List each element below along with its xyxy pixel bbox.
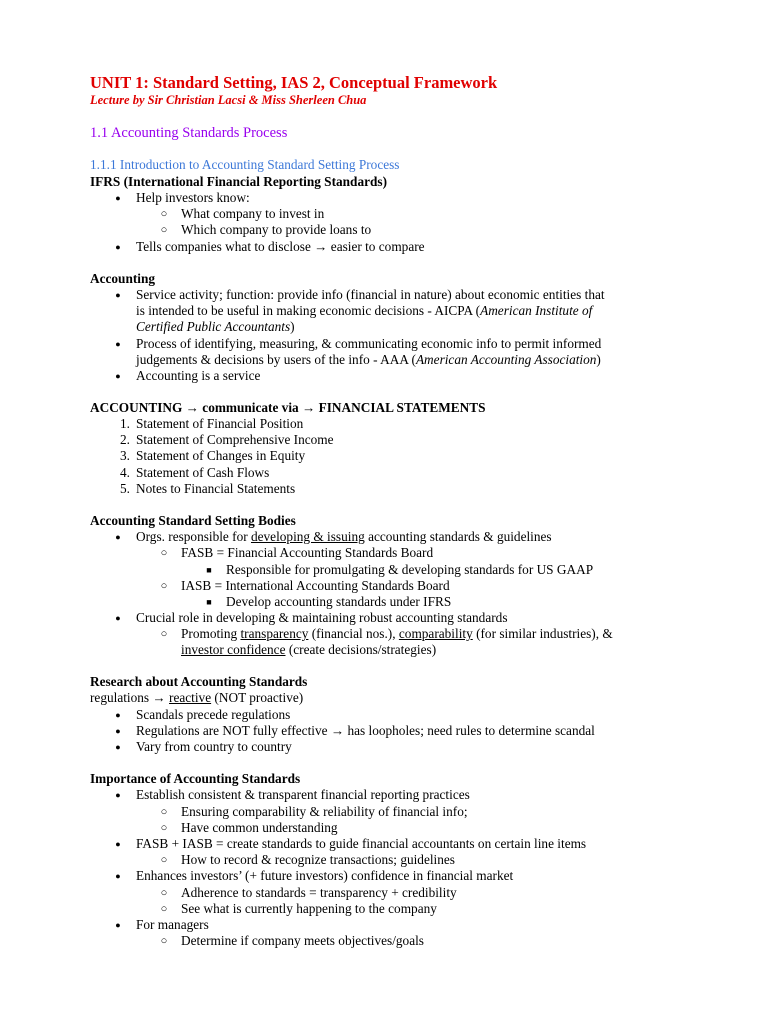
item-number: 2. <box>120 432 130 447</box>
list-item-text: Statement of Financial Position <box>136 416 304 431</box>
list-item-text: Statement of Comprehensive Income <box>136 432 334 447</box>
bullet-icon: ● <box>115 790 121 800</box>
item-number: 5. <box>120 481 130 496</box>
text-span: (create decisions/strategies) <box>285 642 437 657</box>
list-item-text <box>181 626 613 642</box>
bullet-icon: ● <box>115 613 121 623</box>
text-span: Promoting <box>181 626 241 641</box>
list-item-text: Regulations are NOT fully effective → has loopholes; need rules to determine scandal <box>136 723 595 738</box>
list-item-text: Adherence to standards = transparency + credibility <box>181 885 457 900</box>
square-bullet-icon: ■ <box>206 597 212 607</box>
list-item-text: Process of identifying, measuring, & communicating economic info to permit informed <box>136 336 602 351</box>
list-item-continuation <box>181 642 436 658</box>
list-item-text: Responsible for promulgating & developing standards for US GAAP <box>226 562 594 577</box>
fs-heading: ACCOUNTING → communicate via → FINANCIAL STATEMENTS <box>90 400 486 415</box>
list-item-text: Notes to Financial Statements <box>136 481 296 496</box>
bullet-icon: ● <box>115 371 121 381</box>
text-span: (for similar industries), & <box>472 626 613 641</box>
list-item-text: Scandals precede regulations <box>136 707 291 722</box>
circle-bullet-icon: ○ <box>160 547 168 559</box>
circle-bullet-icon: ○ <box>160 887 168 899</box>
text-span: (NOT proactive) <box>211 690 304 705</box>
underlined-span: reactive <box>169 690 212 705</box>
list-item-text: Tells companies what to disclose → easier to compare <box>136 239 425 254</box>
bullet-icon: ● <box>115 339 121 349</box>
list-item-text: See what is currently happening to the company <box>181 901 437 916</box>
list-item-text: FASB = Financial Accounting Standards Board <box>181 545 434 560</box>
importance-heading: Importance of Accounting Standards <box>90 771 301 786</box>
bullet-icon: ● <box>115 742 121 752</box>
section-heading: 1.1 Accounting Standards Process <box>90 125 288 141</box>
list-item-continuation <box>136 352 601 368</box>
doc-title: UNIT 1: Standard Setting, IAS 2, Conceptual Framework <box>90 73 498 92</box>
square-bullet-icon: ■ <box>206 565 212 575</box>
item-number: 4. <box>120 465 130 480</box>
list-item-text: For managers <box>136 917 209 932</box>
circle-bullet-icon: ○ <box>160 224 168 236</box>
doc-subtitle: Lecture by Sir Christian Lacsi & Miss Sherleen Chua <box>90 93 367 107</box>
list-item-continuation <box>136 319 295 335</box>
item-number: 1. <box>120 416 130 431</box>
list-item-text: FASB + IASB = create standards to guide financial accountants on certain line items <box>136 836 587 851</box>
underlined-span: transparency <box>240 626 309 641</box>
subsection-heading: 1.1.1 Introduction to Accounting Standard Setting Process <box>90 157 400 172</box>
bullet-icon: ● <box>115 871 121 881</box>
list-item-text: Vary from country to country <box>136 739 292 754</box>
text-span: (financial nos.), <box>308 626 399 641</box>
list-item-text: IASB = International Accounting Standards Board <box>181 578 450 593</box>
circle-bullet-icon: ○ <box>160 903 168 915</box>
bullet-icon: ● <box>115 193 121 203</box>
bodies-heading: Accounting Standard Setting Bodies <box>90 513 296 528</box>
list-item-text: Statement of Changes in Equity <box>136 448 306 463</box>
text-span: accounting standards & guidelines <box>364 529 552 544</box>
list-item-text: Ensuring comparability & reliability of financial info; <box>181 804 468 819</box>
bullet-icon: ● <box>115 920 121 930</box>
text-span: regulations → <box>90 690 170 705</box>
bullet-icon: ● <box>115 726 121 736</box>
list-item-text: Accounting is a service <box>136 368 261 383</box>
italic-span: Certified Public Accountants <box>136 319 291 334</box>
list-item-text: Establish consistent & transparent financial reporting practices <box>136 787 470 802</box>
list-item-text: Help investors know: <box>136 190 250 205</box>
circle-bullet-icon: ○ <box>160 854 168 866</box>
underlined-span: investor confidence <box>181 642 286 657</box>
circle-bullet-icon: ○ <box>160 208 168 220</box>
bullet-icon: ● <box>115 710 121 720</box>
circle-bullet-icon: ○ <box>160 822 168 834</box>
list-item-text: Which company to provide loans to <box>181 222 372 237</box>
item-number: 3. <box>120 448 130 463</box>
text-span: is intended to be useful in making economic decisions - AICPA ( <box>136 303 481 318</box>
list-item-text: Develop accounting standards under IFRS <box>226 594 452 609</box>
bullet-icon: ● <box>115 242 121 252</box>
text-span: ) <box>596 352 601 367</box>
bullet-icon: ● <box>115 532 121 542</box>
circle-bullet-icon: ○ <box>160 806 168 818</box>
text-span: judgements & decisions by users of the info - AAA ( <box>136 352 416 367</box>
accounting-heading: Accounting <box>90 271 156 286</box>
research-intro <box>90 690 303 706</box>
list-item-text: Have common understanding <box>181 820 338 835</box>
underlined-span: developing & issuing <box>250 529 365 544</box>
list-item-continuation <box>136 303 592 319</box>
bullet-icon: ● <box>115 839 121 849</box>
list-item-text: Determine if company meets objectives/goals <box>181 933 424 948</box>
ifrs-heading: IFRS (International Financial Reporting Standards) <box>90 174 387 189</box>
list-item-text: What company to invest in <box>181 206 325 221</box>
text-span: Orgs. responsible for <box>136 529 251 544</box>
list-item-text: How to record & recognize transactions; guidelines <box>181 852 455 867</box>
list-item-text: Crucial role in developing & maintaining robust accounting standards <box>136 610 508 625</box>
circle-bullet-icon: ○ <box>160 935 168 947</box>
italic-span: American Institute of <box>480 303 593 318</box>
list-item-text: Service activity; function: provide info (financial in nature) about economic entities that <box>136 287 605 302</box>
bullet-icon: ● <box>115 290 121 300</box>
text-span: ) <box>290 319 295 334</box>
circle-bullet-icon: ○ <box>160 628 168 640</box>
circle-bullet-icon: ○ <box>160 580 168 592</box>
research-heading: Research about Accounting Standards <box>90 674 308 689</box>
italic-span: American Accounting Association <box>415 352 597 367</box>
list-item-text: Enhances investors’ (+ future investors) confidence in financial market <box>136 868 514 883</box>
underlined-span: comparability <box>398 626 473 641</box>
list-item-text: Statement of Cash Flows <box>136 465 270 480</box>
list-item-text <box>136 529 552 545</box>
